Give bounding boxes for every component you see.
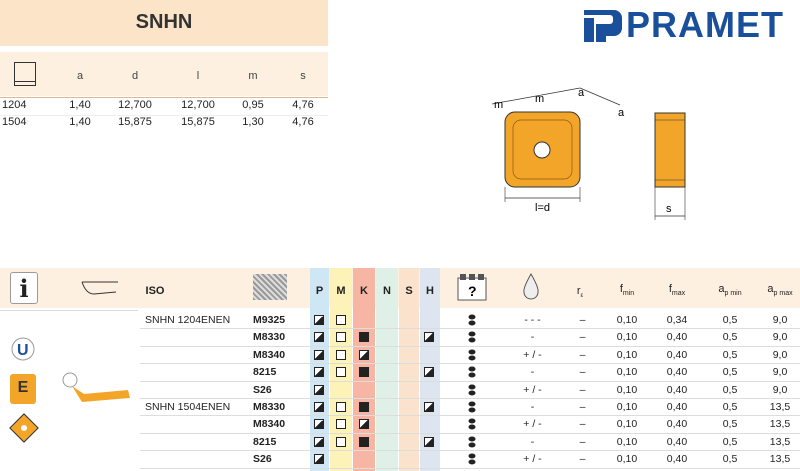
- mat-H: H: [426, 285, 434, 297]
- mat-S: S: [405, 285, 413, 297]
- suitability-mark-h-icon: [424, 437, 434, 447]
- dim-m: 1,30: [242, 116, 264, 128]
- table-row: [140, 312, 800, 329]
- apmax-value: 9,0: [772, 366, 788, 379]
- dim-a: 1,40: [69, 116, 91, 128]
- dim-divider: [0, 97, 328, 98]
- label-a: a: [578, 87, 585, 99]
- label-m2: m: [494, 99, 504, 111]
- coolant-value: + / -: [523, 383, 542, 396]
- apmax-value: 9,0: [772, 348, 788, 361]
- rc-header: $r_\varepsilon$: [576, 285, 584, 300]
- suitability-mark-h-icon: [424, 332, 434, 342]
- suitability-mark-p-icon: [314, 350, 324, 360]
- suitability-mark-h-icon: [424, 367, 434, 377]
- edge-e-icon: E: [10, 374, 36, 404]
- grade-name: M8330: [253, 401, 286, 413]
- rc-value: –: [579, 418, 586, 431]
- suitability-mark-p-icon: [314, 385, 324, 395]
- coolant-value: -: [530, 435, 535, 448]
- suitability-mark-p-icon: [314, 315, 324, 325]
- grade-texture-icon: [253, 274, 287, 300]
- dim-a: 1,40: [69, 99, 91, 111]
- insert-side-view: [655, 113, 685, 187]
- mat-P: P: [315, 285, 324, 297]
- fmin-value: 0,10: [616, 348, 638, 361]
- apmin-value: 0,5: [722, 366, 738, 379]
- dim-m: 0,95: [242, 99, 264, 111]
- fmin-value: 0,10: [616, 331, 638, 344]
- suitability-mark-m-icon: [336, 437, 346, 447]
- apmax-value: 13,5: [769, 435, 791, 448]
- apmax-value: 9,0: [772, 331, 788, 344]
- grade-name: S26: [253, 453, 272, 466]
- operation-mark-icon: [468, 366, 476, 378]
- apmin-header: $a_{p min}$: [718, 283, 742, 298]
- apmin-value: 0,5: [722, 453, 738, 466]
- suitability-mark-k-icon: [359, 367, 369, 377]
- iso-code: SNHN 1504ENEN: [145, 401, 231, 413]
- chip-breaker-icon: [80, 278, 120, 298]
- apmin-value: 0,5: [722, 383, 738, 396]
- apmin-value: 0,5: [722, 348, 738, 361]
- dim-header-a: a: [76, 70, 84, 82]
- coolant-value: -: [530, 366, 535, 379]
- coolant-value: - - -: [524, 314, 541, 326]
- dim-header-d: d: [131, 70, 139, 82]
- dim-s: 4,76: [292, 116, 314, 128]
- coolant-value: + / -: [523, 453, 542, 466]
- page-title: SNHN: [135, 11, 193, 33]
- insert-shape-icon: [8, 412, 40, 444]
- fmin-value: 0,10: [616, 401, 638, 413]
- coolant-drop-icon: [520, 272, 542, 302]
- rc-value: –: [579, 348, 586, 361]
- fmax-value: 0,40: [666, 383, 688, 396]
- table-row: [140, 382, 800, 399]
- table-row: [140, 347, 800, 364]
- dim-header-m: m: [248, 70, 258, 82]
- insert-side-icon: [14, 82, 36, 86]
- suitability-mark-k-icon: [359, 332, 369, 342]
- table-row: [140, 329, 800, 346]
- label-a2: a: [618, 107, 625, 119]
- table-row: [140, 451, 800, 468]
- fmin-value: 0,10: [616, 314, 638, 326]
- label-s: s: [666, 203, 672, 215]
- rc-value: –: [579, 453, 586, 466]
- rc-value: –: [579, 401, 586, 413]
- dim-d: 12,700: [118, 99, 152, 111]
- iso-header: ISO: [145, 285, 165, 297]
- mat-N: N: [383, 285, 391, 297]
- suitability-mark-m-icon: [336, 367, 346, 377]
- brand-name: PRAMET: [626, 4, 784, 45]
- left-divider: [0, 310, 138, 311]
- info-icon: i: [10, 272, 38, 304]
- apmin-value: 0,5: [722, 418, 738, 431]
- rc-value: –: [579, 314, 586, 326]
- dimension-header: [0, 52, 328, 96]
- apmax-value: 9,0: [772, 314, 788, 326]
- insert-drawing: [480, 80, 700, 230]
- apmax-value: 13,5: [769, 418, 791, 431]
- operation-mark-icon: [468, 314, 476, 326]
- insert-outline-icon: [14, 62, 36, 82]
- suitability-mark-m-icon: [336, 332, 346, 342]
- center-hole: [534, 142, 550, 158]
- suitability-mark-m-icon: [336, 350, 346, 360]
- fmin-value: 0,10: [616, 366, 638, 379]
- suitability-mark-k-icon: [359, 350, 369, 360]
- apmin-value: 0,5: [722, 435, 738, 448]
- row-divider: [140, 468, 800, 469]
- svg-text:U: U: [17, 342, 29, 359]
- suitability-mark-m-icon: [336, 419, 346, 429]
- suitability-mark-p-icon: [314, 419, 324, 429]
- title-band: [0, 0, 328, 46]
- dim-d: 15,875: [118, 116, 152, 128]
- suitability-mark-h-icon: [424, 402, 434, 412]
- suitability-mark-m-icon: [336, 402, 346, 412]
- table-row: [140, 364, 800, 381]
- grade-name: M9325: [253, 314, 286, 326]
- grade-name: M8340: [253, 418, 286, 431]
- suitability-mark-p-icon: [314, 332, 324, 342]
- label-ld: l=d: [535, 202, 550, 214]
- svg-text:?: ?: [468, 283, 477, 299]
- suitability-mark-m-icon: [336, 315, 346, 325]
- rc-value: –: [579, 435, 586, 448]
- suitability-mark-p-icon: [314, 454, 324, 464]
- dim-code: 1204: [2, 99, 27, 111]
- suitability-mark-p-icon: [314, 367, 324, 377]
- grade-name: 8215: [253, 435, 277, 448]
- table-row: [140, 434, 800, 451]
- table-row: [140, 416, 800, 433]
- fmax-value: 0,34: [666, 314, 688, 326]
- operation-mark-icon: [468, 401, 476, 413]
- iso-code: SNHN 1204ENEN: [145, 314, 231, 326]
- apmax-value: 13,5: [769, 453, 791, 466]
- dim-row-1504: [0, 116, 328, 131]
- fmax-value: 0,40: [666, 331, 688, 344]
- operation-mark-icon: [468, 384, 476, 396]
- grade-name: S26: [253, 383, 272, 396]
- fmin-value: 0,10: [616, 435, 638, 448]
- label-m: m: [535, 93, 545, 105]
- rc-value: –: [579, 331, 586, 344]
- operation-mark-icon: [468, 418, 476, 430]
- fmax-value: 0,40: [666, 418, 688, 431]
- suitability-mark-k-icon: [359, 419, 369, 429]
- fmin-value: 0,10: [616, 453, 638, 466]
- dim-l: 12,700: [181, 99, 215, 111]
- fmax-value: 0,40: [666, 366, 688, 379]
- dim-s: 4,76: [292, 99, 314, 111]
- grade-name: 8215: [253, 366, 277, 379]
- grade-name: M8330: [253, 331, 286, 344]
- table-row: [140, 399, 800, 416]
- dim-l: 15,875: [181, 116, 215, 128]
- operation-mark-icon: [468, 436, 476, 448]
- operation-mark-icon: [468, 331, 476, 343]
- fmax-header: $f_{max}$: [668, 283, 686, 298]
- dim-row-1204: [0, 99, 328, 114]
- apmin-value: 0,5: [722, 314, 738, 326]
- apmin-value: 0,5: [722, 401, 738, 413]
- dim-code: 1504: [2, 116, 27, 128]
- fmax-value: 0,40: [666, 401, 688, 413]
- suitability-mark-k-icon: [359, 437, 369, 447]
- coolant-value: -: [530, 331, 535, 344]
- coolant-value: + / -: [523, 418, 542, 431]
- operation-mark-icon: [468, 349, 476, 361]
- grade-name: M8340: [253, 348, 286, 361]
- dim-header-l: l: [196, 70, 200, 82]
- mat-K: K: [360, 285, 368, 297]
- apmin-value: 0,5: [722, 331, 738, 344]
- fmin-header: $f_{min}$: [619, 283, 635, 298]
- suitability-mark-p-icon: [314, 437, 324, 447]
- pramet-logo: [580, 6, 792, 44]
- apmax-value: 13,5: [769, 401, 791, 413]
- rc-value: –: [579, 366, 586, 379]
- coolant-value: + / -: [523, 348, 542, 361]
- apmax-header: $a_{p max}$: [767, 283, 793, 298]
- rc-value: –: [579, 383, 586, 396]
- fmax-value: 0,40: [666, 348, 688, 361]
- apmax-value: 9,0: [772, 383, 788, 396]
- operation-mark-icon: [468, 453, 476, 465]
- operation-type-icon: [455, 272, 489, 302]
- coolant-value: -: [530, 401, 535, 413]
- turning-u-icon: [10, 334, 36, 364]
- fmin-value: 0,10: [616, 383, 638, 396]
- suitability-mark-k-icon: [359, 402, 369, 412]
- fmin-value: 0,10: [616, 418, 638, 431]
- suitability-mark-p-icon: [314, 402, 324, 412]
- dim-header-s: s: [300, 70, 306, 82]
- fmax-value: 0,40: [666, 435, 688, 448]
- mat-M: M: [336, 285, 346, 297]
- cutting-geometry-icon: [62, 372, 132, 408]
- fmax-value: 0,40: [666, 453, 688, 466]
